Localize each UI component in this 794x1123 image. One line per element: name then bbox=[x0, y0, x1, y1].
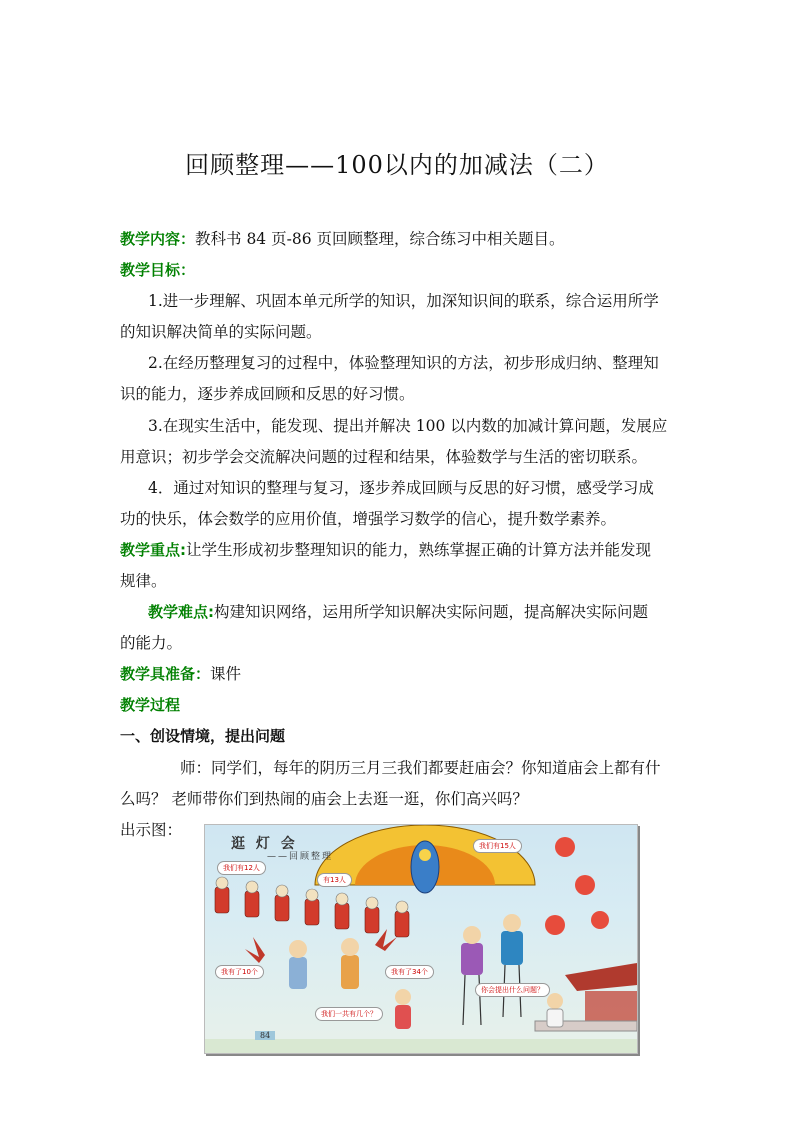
figure-subtitle: ——回顾整理 bbox=[267, 852, 334, 862]
teaching-goals-heading bbox=[120, 260, 680, 280]
teacher-line-2: 么吗？ 老师带你们到热闹的庙会上去逛一逛，你们高兴吗？ bbox=[120, 790, 528, 808]
key-points-label: 教学重点: bbox=[120, 541, 186, 559]
goal-line-2: 的知识解决简单的实际问题。 bbox=[120, 323, 322, 341]
difficulty-text-1: 构建知识网络，运用所学知识解决实际问题，提高解决实际问题 bbox=[214, 603, 649, 621]
teaching-goals-label: 教学目标： bbox=[120, 261, 196, 279]
figure-page-number: 84 bbox=[255, 1031, 275, 1040]
difficulty bbox=[148, 602, 708, 622]
key-points-text-1: 让学生形成初步整理知识的能力，熟练掌握正确的计算方法并能发现 bbox=[186, 541, 652, 559]
speech-bubble-2: 我们有15人 bbox=[473, 839, 522, 853]
key-points bbox=[120, 540, 680, 560]
teacher-line-1: 师：同学们，每年的阴历三月三我们都要赶庙会？你知道庙会上都有什 bbox=[180, 759, 661, 777]
goal-line-3: 2.在经历整理复习的过程中，体验整理知识的方法，初步形成归纳、整理知 bbox=[148, 354, 659, 372]
speech-bubble-1: 我们有12人 bbox=[217, 861, 266, 875]
process-label: 教学过程 bbox=[120, 696, 181, 714]
show-figure-label: 出示图： bbox=[120, 821, 183, 839]
speech-bubble-3: 有13人 bbox=[317, 873, 352, 887]
page-title: 回顾整理——100以内的加减法（二） bbox=[185, 151, 609, 179]
key-points-text-2: 规律。 bbox=[120, 572, 167, 590]
speech-bubble-4: 我有了10个 bbox=[215, 965, 264, 979]
difficulty-text-2: 的能力。 bbox=[120, 634, 183, 652]
lantern-fair-illustration bbox=[204, 824, 638, 1054]
goal-line-5: 3.在现实生活中，能发现、提出并解决 100 以内数的加减计算问题，发展应 bbox=[148, 417, 668, 435]
preparation-text: 课件 bbox=[210, 665, 242, 683]
goal-line-7: 4．通过对知识的整理与复习，逐步养成回顾与反思的好习惯，感受学习成 bbox=[148, 479, 654, 497]
difficulty-label: 教学难点: bbox=[148, 603, 214, 621]
teaching-content bbox=[120, 229, 680, 249]
goal-line-8: 功的快乐，体会数学的应用价值，增强学习数学的信心，提升数学素养。 bbox=[120, 510, 617, 528]
goal-line-6: 用意识；初步学会交流解决问题的过程和结果，体验数学与生活的密切联系。 bbox=[120, 448, 648, 466]
speech-bubble-6: 你会提出什么问题？ bbox=[475, 983, 550, 997]
figure-title: 逛 灯 会 bbox=[231, 836, 298, 852]
section-1-label: 一、创设情境，提出问题 bbox=[120, 727, 286, 745]
teaching-content-label: 教学内容： bbox=[120, 230, 196, 248]
speech-bubble-5: 我有了34个 bbox=[385, 965, 434, 979]
teaching-content-text: 教科书 84 页-86 页回顾整理，综合练习中相关题目。 bbox=[195, 230, 565, 248]
preparation-label: 教学具准备： bbox=[120, 665, 211, 683]
speech-bubble-7: 我们一共有几个？ bbox=[315, 1007, 383, 1021]
section-1-heading bbox=[120, 726, 680, 746]
goal-line-4: 识的能力，逐步养成回顾和反思的好习惯。 bbox=[120, 385, 415, 403]
goal-line-1: 1.进一步理解、巩固本单元所学的知识，加深知识间的联系，综合运用所学 bbox=[148, 292, 659, 310]
process-heading bbox=[120, 695, 680, 715]
preparation bbox=[120, 664, 680, 684]
